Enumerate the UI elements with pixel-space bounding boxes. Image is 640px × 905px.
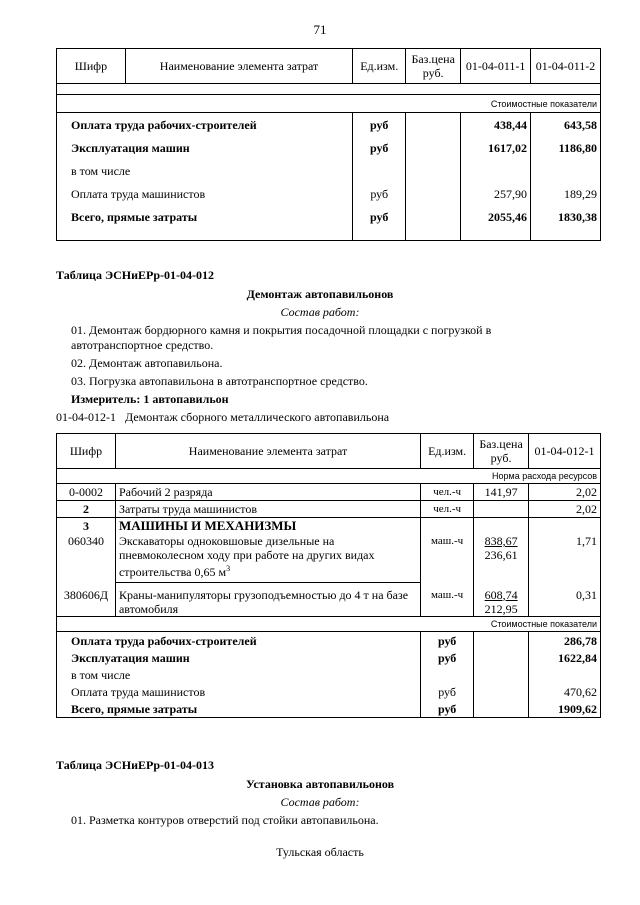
header-unit: Ед.изм. <box>421 434 474 469</box>
row1-price: 141,97 <box>474 484 529 501</box>
footer-region: Тульская область <box>276 845 364 859</box>
t2-cost-name: Оплата труда машинистов <box>57 683 421 700</box>
row1-unit: чел.-ч <box>421 484 474 501</box>
works-title-012: Состав работ: <box>280 305 360 319</box>
header-code: Шифр <box>57 49 126 84</box>
header-unit: Ед.изм. <box>353 49 406 84</box>
header-code: Шифр <box>57 434 116 469</box>
header-name: Наименование элемента затрат <box>115 434 420 469</box>
t1-row-v2: 1186,80 <box>531 136 601 159</box>
t1-row-v2: 643,58 <box>531 113 601 137</box>
row4-price-top: 838,67 <box>484 534 518 548</box>
row1-code: 0-0002 <box>57 484 116 501</box>
t2-cost-value: 286,78 <box>529 632 601 650</box>
header-price: Баз.цена руб. <box>406 49 461 84</box>
subheader-norms: Норма расхода ресурсов <box>57 469 601 484</box>
t1-row-v2: 189,29 <box>531 182 601 205</box>
row4-sup: 3 <box>226 564 231 573</box>
t2-cost-name: в том числе <box>57 666 421 683</box>
subheader-cost: Стоимостные показатели <box>57 95 601 113</box>
row1-name: Рабочий 2 разряда <box>115 484 420 501</box>
heading-012: Демонтаж автопавильонов <box>246 287 394 301</box>
subheader-cost: Стоимостные показатели <box>57 617 601 632</box>
row2-code: 2 <box>57 501 116 518</box>
t2-cost-unit: руб <box>421 649 474 666</box>
item-012-1: 01-04-012-1 Демонтаж сборного металлического автопавильона <box>56 410 390 424</box>
t2-cost-value: 1909,62 <box>529 700 601 718</box>
t2-cost-unit: руб <box>421 700 474 718</box>
t1-row-name: Эксплуатация машин <box>57 136 353 159</box>
table-title-013: Таблица ЭСНиЕРр-01-04-013 <box>56 758 215 772</box>
t2-cost-name: Эксплуатация машин <box>57 649 421 666</box>
resource-table-01-04-012 <box>56 433 601 718</box>
heading-013: Установка автопавильонов <box>245 777 395 791</box>
t1-row-unit: руб <box>353 113 406 137</box>
row2-name: Затраты труда машинистов <box>115 501 420 518</box>
header-col1: 01-04-012-1 <box>529 434 601 469</box>
t1-row-v1: 1617,02 <box>461 136 531 159</box>
row5-unit: маш.-ч <box>421 583 474 617</box>
row2-value: 2,02 <box>529 501 601 518</box>
t2-cost-unit: руб <box>421 632 474 650</box>
table-title-012: Таблица ЭСНиЕРр-01-04-012 <box>56 268 215 282</box>
work-item-3: 03. Погрузка автопавильона в автотранспортное средство. <box>71 374 368 388</box>
t1-row-v1: 438,44 <box>461 113 531 137</box>
work-item-013-1: 01. Разметка контуров отверстий под стойки автопавильона. <box>71 813 379 827</box>
work-item-2: 02. Демонтаж автопавильона. <box>71 356 223 370</box>
row4-value: 1,71 <box>529 534 601 583</box>
work-item-1: 01. Демонтаж бордюрного камня и покрытия посадочной площадки с погрузкой в автотранспортное средство. <box>71 323 492 352</box>
t2-cost-value: 1622,84 <box>529 649 601 666</box>
row5-price-bottom: 212,95 <box>484 601 518 616</box>
row5-value: 0,31 <box>529 583 601 617</box>
t2-cost-name: Оплата труда рабочих-строителей <box>57 632 421 650</box>
t1-row-unit: руб <box>353 205 406 228</box>
row2-unit: чел.-ч <box>421 501 474 518</box>
t1-row-name: Оплата труда машинистов <box>57 182 353 205</box>
row5-price-top: 608,74 <box>484 587 518 602</box>
row5-name: Краны-манипуляторы грузоподъемностью до 4 т на базе автомобиля <box>115 583 420 617</box>
meter-012: Измеритель: 1 автопавильон <box>71 392 229 406</box>
row4-name: Экскаваторы одноковшовые дизельные на пневмоколесном ходу при работе на других видах строительства 0,65 м <box>118 534 375 579</box>
row4-unit: маш.-ч <box>421 534 474 583</box>
row4-code: 060340 <box>57 534 116 583</box>
header-col1: 01-04-011-1 <box>461 49 531 84</box>
cost-table-01-04-011 <box>56 48 601 241</box>
t1-row-v1: 2055,46 <box>461 205 531 228</box>
t1-row-v2: 1830,38 <box>531 205 601 228</box>
header-price: Баз.цена руб. <box>474 434 529 469</box>
t2-cost-value: 470,62 <box>529 683 601 700</box>
t1-row-name: Всего, прямые затраты <box>57 205 353 228</box>
t2-cost-name: Всего, прямые затраты <box>57 700 421 718</box>
t1-row-unit: руб <box>353 136 406 159</box>
t2-cost-unit: руб <box>421 683 474 700</box>
row5-code: 380606Д <box>57 583 116 617</box>
header-col2: 01-04-011-2 <box>531 49 601 84</box>
header-name: Наименование элемента затрат <box>125 49 352 84</box>
row3-code: 3 <box>57 518 116 535</box>
t1-row-name: Оплата труда рабочих-строителей <box>57 113 353 137</box>
t1-row-name: в том числе <box>57 159 353 182</box>
t1-row-v1: 257,90 <box>461 182 531 205</box>
works-title-013: Состав работ: <box>280 795 360 809</box>
row1-value: 2,02 <box>529 484 601 501</box>
row4-price-bottom: 236,61 <box>484 548 518 562</box>
t1-row-unit: руб <box>353 182 406 205</box>
row3-name: МАШИНЫ И МЕХАНИЗМЫ <box>115 518 420 535</box>
page-number: 71 <box>313 22 327 37</box>
